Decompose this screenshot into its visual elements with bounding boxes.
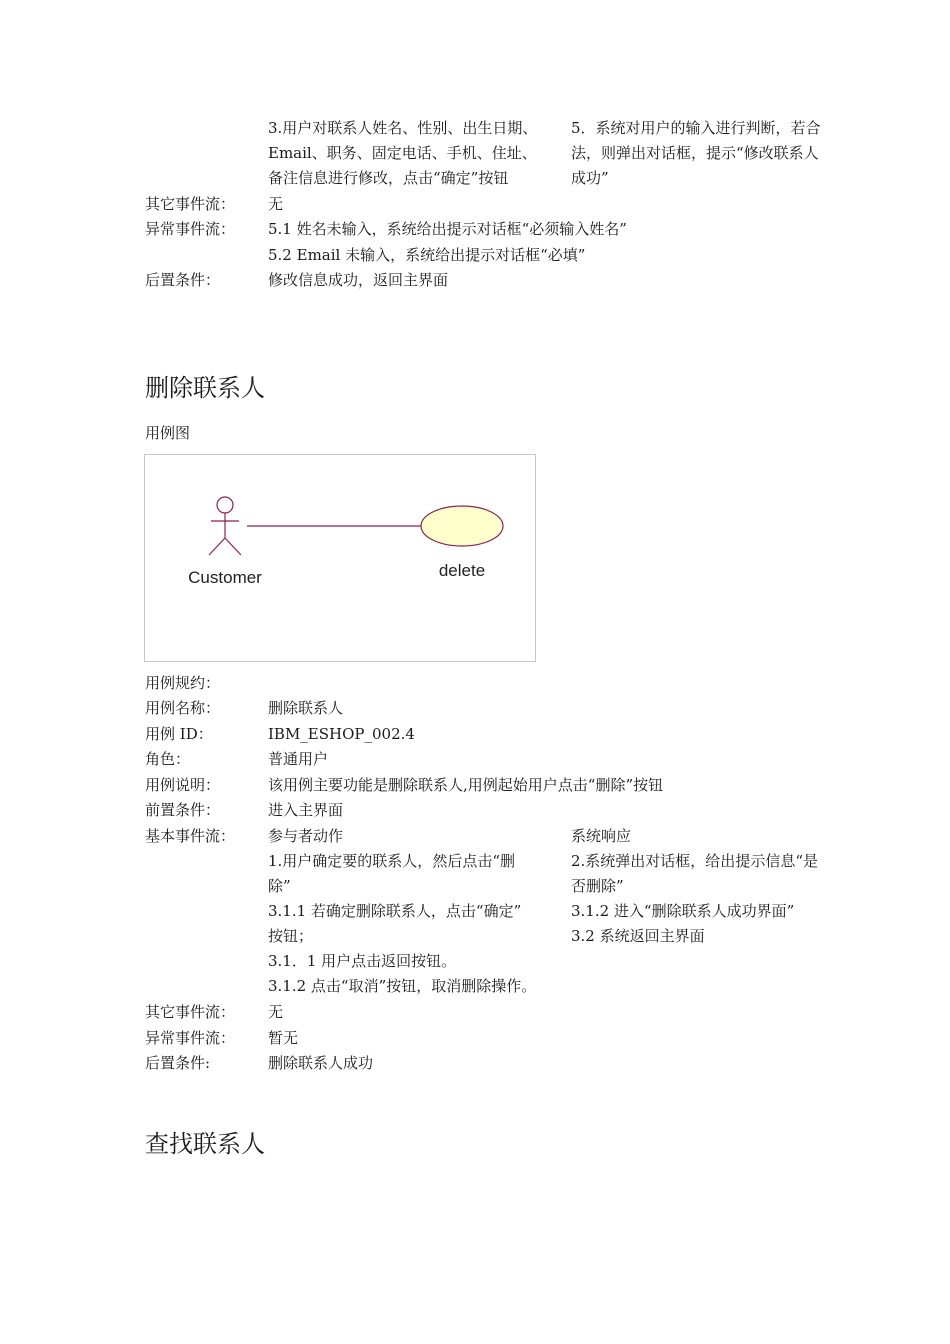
- basic-flow-actor-line-1: 1.用户确定要的联系人，然后点击“删: [268, 852, 515, 870]
- basic-flow-actor-line-2: 除”: [268, 877, 291, 895]
- usecase-name-value: 删除联系人: [268, 699, 344, 717]
- prev-exception-flow-value-2: 5.2 Email 未输入，系统给出提示对话框“必填”: [268, 246, 586, 264]
- basic-flow-actor-line-5: 3.1．1 用户点击返回按钮。: [268, 952, 457, 970]
- use-case-label: delete: [438, 561, 486, 580]
- spec-title: 用例规约：: [145, 674, 221, 692]
- basic-flow-label: 基本事件流：: [145, 827, 236, 845]
- prev-actor-line-1: 3.用户对联系人姓名、性别、出生日期、: [268, 119, 538, 137]
- basic-flow-actor-line-6: 3.1.2 点击“取消”按钮，取消删除操作。: [268, 977, 537, 995]
- actor-figure: [209, 497, 241, 555]
- prev-postcondition-value: 修改信息成功，返回主界面: [268, 271, 449, 289]
- basic-flow-system-line-2: 否删除”: [571, 877, 624, 895]
- basic-flow-actor-line-3: 3.1.1 若确定删除联系人，点击“确定”: [268, 902, 522, 920]
- prev-exception-flow-value-1: 5.1 姓名未输入，系统给出提示对话框“必须输入姓名”: [268, 220, 627, 238]
- other-flow-label: 其它事件流：: [145, 1003, 236, 1021]
- prev-system-line-2: 法，则弹出对话框，提示“修改联系人: [571, 144, 819, 162]
- diagram-caption: 用例图: [145, 424, 191, 442]
- prev-actor-line-2: Email、职务、固定电话、手机、住址、: [268, 144, 537, 162]
- use-case-diagram: [144, 454, 536, 662]
- postcondition-value: 删除联系人成功: [268, 1054, 374, 1072]
- basic-flow-system-header: 系统响应: [571, 827, 632, 845]
- postcondition-label: 后置条件:: [145, 1054, 211, 1072]
- description-label: 用例说明：: [145, 776, 221, 794]
- other-flow-value: 无: [268, 1003, 284, 1021]
- basic-flow-system-line-4: 3.2 系统返回主界面: [571, 927, 705, 945]
- usecase-name-label: 用例名称：: [145, 699, 221, 717]
- use-case-ellipse: [421, 506, 503, 546]
- basic-flow-actor-header: 参与者动作: [268, 827, 344, 845]
- section-heading-find: 查找联系人: [145, 1130, 265, 1158]
- usecase-id-label: 用例 ID：: [145, 725, 213, 743]
- exception-flow-label: 异常事件流：: [145, 1029, 236, 1047]
- prev-postcondition-label: 后置条件：: [145, 271, 221, 289]
- actor-label: Customer: [188, 568, 262, 587]
- actor-right-leg: [225, 538, 241, 555]
- precondition-value: 进入主界面: [268, 801, 344, 819]
- exception-flow-value: 暂无: [268, 1029, 299, 1047]
- role-label: 角色：: [145, 750, 191, 768]
- basic-flow-system-line-3: 3.1.2 进入“删除联系人成功界面”: [571, 902, 795, 920]
- usecase-id-value: IBM_ESHOP_002.4: [268, 725, 415, 743]
- prev-other-flow-value: 无: [268, 195, 284, 213]
- section-heading-delete: 删除联系人: [145, 374, 265, 402]
- precondition-label: 前置条件：: [145, 801, 221, 819]
- actor-head: [217, 497, 233, 513]
- use-case-diagram-svg: [145, 455, 535, 661]
- basic-flow-actor-line-4: 按钮；: [268, 927, 314, 945]
- description-value: 该用例主要功能是删除联系人,用例起始用户点击“删除”按钮: [268, 776, 664, 794]
- prev-exception-flow-label: 异常事件流：: [145, 220, 236, 238]
- prev-other-flow-label: 其它事件流：: [145, 195, 236, 213]
- prev-system-line-3: 成功”: [571, 169, 609, 187]
- actor-left-leg: [209, 538, 225, 555]
- prev-actor-line-3: 备注信息进行修改，点击“确定”按钮: [268, 169, 509, 187]
- basic-flow-system-line-1: 2.系统弹出对话框，给出提示信息“是: [571, 852, 818, 870]
- role-value: 普通用户: [268, 750, 329, 768]
- prev-system-line-1: 5．系统对用户的输入进行判断，若合: [571, 119, 821, 137]
